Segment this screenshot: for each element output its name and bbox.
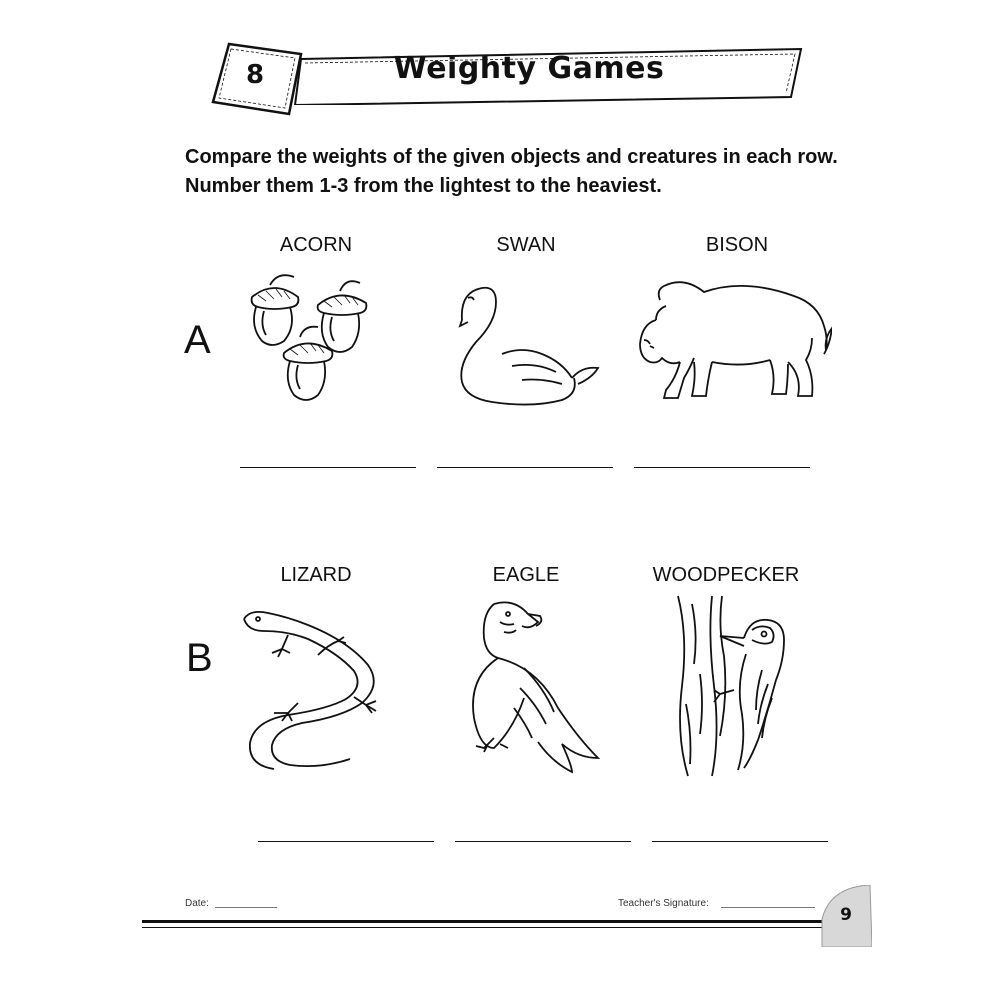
answer-line-acorn[interactable]: [240, 467, 416, 468]
date-line[interactable]: [215, 907, 277, 908]
date-label: Date:: [185, 898, 209, 909]
footer-rule-thin: [142, 927, 832, 928]
item-label-swan: SWAN: [496, 234, 556, 256]
answer-line-lizard[interactable]: [258, 841, 434, 842]
teacher-signature-label: Teacher's Signature:: [618, 898, 709, 909]
item-label-woodpecker: WOODPECKER: [652, 564, 800, 586]
answer-line-bison[interactable]: [634, 467, 810, 468]
eagle-icon: [464, 598, 604, 778]
answer-line-woodpecker[interactable]: [652, 841, 828, 842]
swan-icon: [452, 270, 602, 410]
title-banner: [255, 47, 803, 105]
item-label-lizard: LIZARD: [280, 564, 352, 586]
answer-line-eagle[interactable]: [455, 841, 631, 842]
item-label-acorn: ACORN: [279, 234, 353, 256]
page-number: 9: [840, 905, 852, 925]
signature-line[interactable]: [721, 907, 815, 908]
woodpecker-icon: [672, 594, 792, 780]
item-label-eagle: EAGLE: [492, 564, 560, 586]
instructions-text: Compare the weights of the given objects and creatures in each row. Number them 1-3 from the lightest to the heaviest.: [185, 146, 838, 197]
row-letter-a: A: [184, 318, 211, 362]
footer-rule: [142, 920, 832, 923]
activity-number: 8: [245, 60, 265, 90]
acorn-icon: [240, 265, 390, 415]
bison-icon: [636, 276, 832, 412]
item-label-bison: BISON: [705, 234, 769, 256]
row-letter-b: B: [186, 636, 213, 680]
answer-line-swan[interactable]: [437, 467, 613, 468]
page-title: Weighty Games: [393, 51, 665, 86]
lizard-icon: [238, 605, 388, 775]
